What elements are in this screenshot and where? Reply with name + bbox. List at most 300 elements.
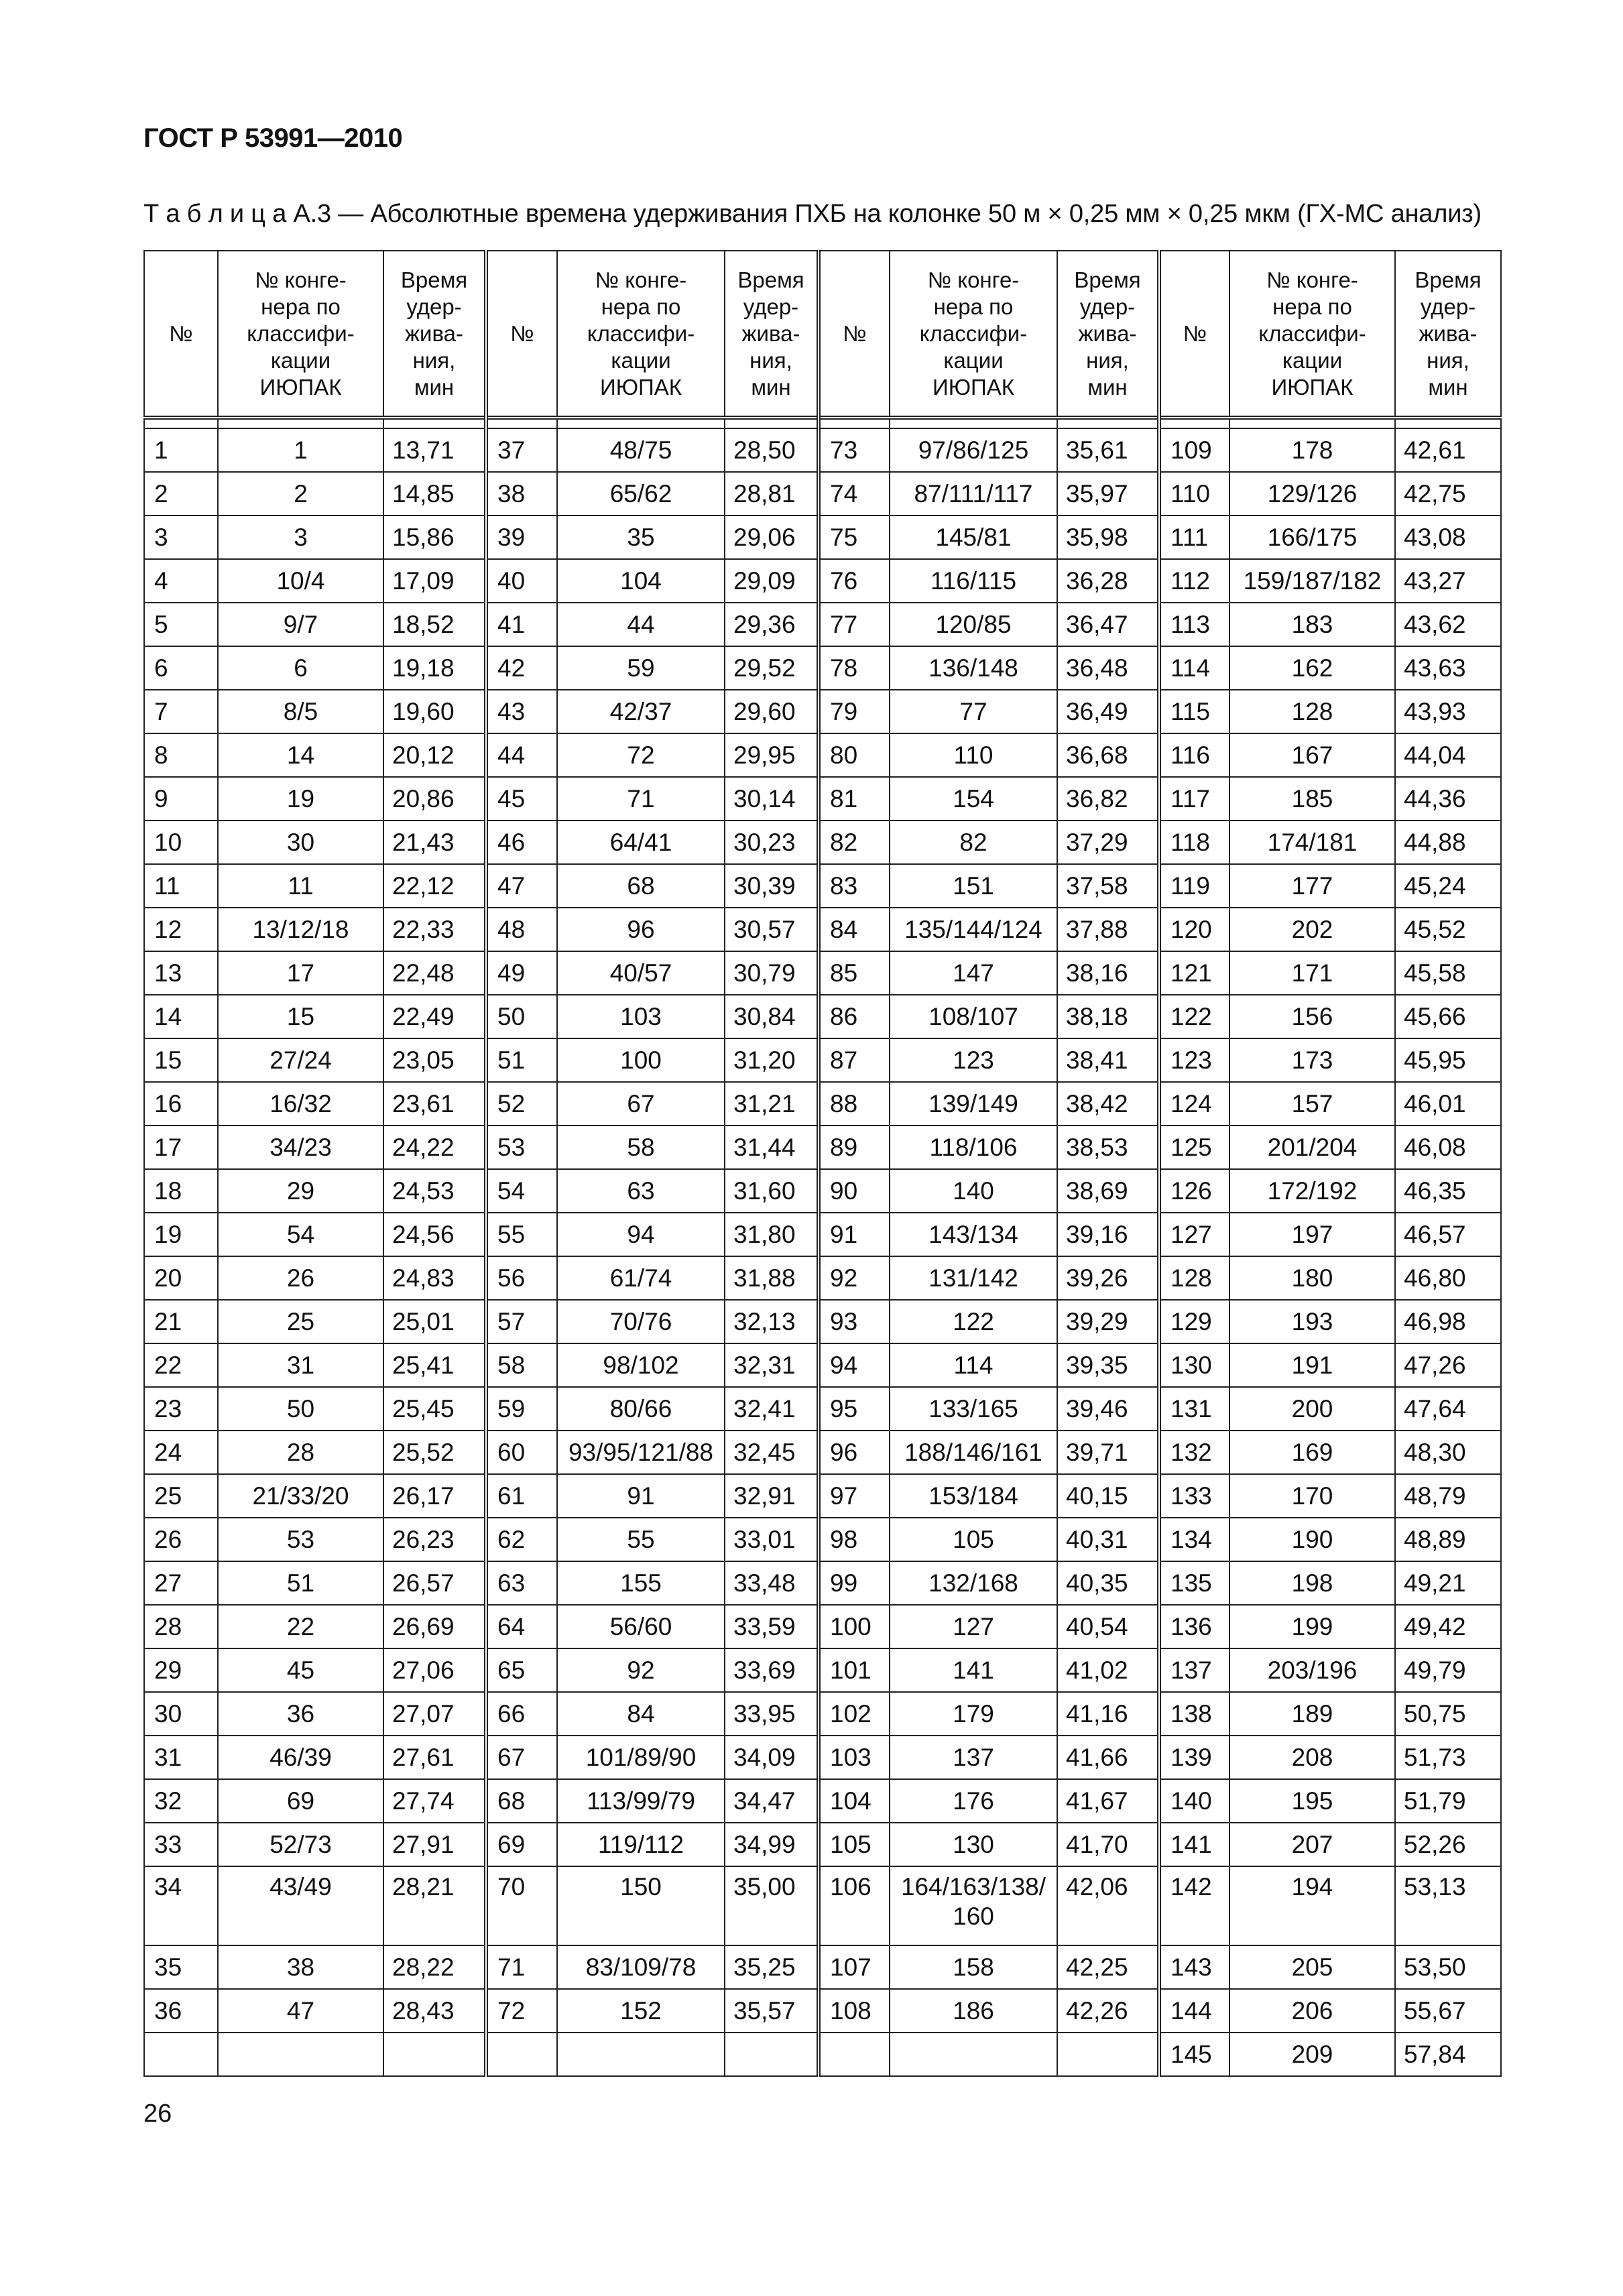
header-congener-line: классифи- [919, 320, 1028, 346]
row-number: 26 [144, 1518, 218, 1561]
retention-time: 32,13 [725, 1300, 819, 1343]
row-number: 28 [144, 1605, 218, 1648]
congener-number: 34/23 [218, 1126, 383, 1169]
header-num: № [1159, 251, 1229, 418]
header-retention-time [1395, 251, 1501, 418]
retention-time-table [143, 250, 1502, 2077]
row-number: 128 [1159, 1256, 1229, 1300]
retention-time: 51,73 [1395, 1736, 1501, 1779]
table-row [144, 1126, 1501, 1169]
retention-time: 45,95 [1395, 1038, 1501, 1082]
retention-time: 19,18 [383, 646, 486, 690]
congener-number: 169 [1229, 1431, 1395, 1474]
row-number: 83 [819, 864, 890, 908]
congener-number: 51 [218, 1561, 383, 1605]
table-header-row [144, 251, 1501, 418]
congener-number: 52/73 [218, 1823, 383, 1866]
retention-time: 24,56 [383, 1213, 486, 1256]
retention-time: 46,08 [1395, 1126, 1501, 1169]
retention-time: 43,63 [1395, 646, 1501, 690]
row-number: 87 [819, 1038, 890, 1082]
retention-time: 31,20 [725, 1038, 819, 1082]
congener-number: 170 [1229, 1474, 1395, 1518]
retention-time: 30,39 [725, 864, 819, 908]
retention-time: 46,57 [1395, 1213, 1501, 1256]
row-number: 57 [486, 1300, 557, 1343]
congener-number: 54 [218, 1213, 383, 1256]
retention-time: 47,26 [1395, 1343, 1501, 1387]
row-number: 53 [486, 1126, 557, 1169]
congener-number: 189 [1229, 1692, 1395, 1736]
congener-number: 53 [218, 1518, 383, 1561]
header-time-line: ния, [749, 347, 792, 373]
congener-number: 185 [1229, 777, 1395, 821]
retention-time: 29,52 [725, 646, 819, 690]
congener-number [218, 2033, 383, 2076]
table-row [144, 1779, 1501, 1823]
congener-number: 171 [1229, 951, 1395, 995]
retention-time: 41,70 [1057, 1823, 1159, 1866]
table-header-separator [144, 418, 1501, 428]
header-time-line: мин [414, 374, 455, 400]
row-number: 102 [819, 1692, 890, 1736]
congener-number: 152 [557, 1989, 725, 2033]
retention-time: 44,88 [1395, 821, 1501, 864]
congener-number: 2 [218, 472, 383, 516]
congener-number: 35 [557, 516, 725, 559]
retention-time: 36,82 [1057, 777, 1159, 821]
row-number: 65 [486, 1648, 557, 1692]
congener-number: 179 [890, 1692, 1057, 1736]
congener-number: 80/66 [557, 1387, 725, 1431]
header-time-line: удер- [1079, 294, 1136, 319]
retention-time: 40,15 [1057, 1474, 1159, 1518]
retention-time: 29,36 [725, 603, 819, 646]
retention-time: 42,61 [1395, 428, 1501, 472]
header-congener-line: классифи- [247, 320, 355, 346]
header-time-line: жива- [1078, 320, 1137, 346]
congener-number: 69 [218, 1779, 383, 1823]
retention-time: 38,18 [1057, 995, 1159, 1038]
congener-number: 71 [557, 777, 725, 821]
congener-number: 87/111/117 [890, 472, 1057, 516]
retention-time: 46,98 [1395, 1300, 1501, 1343]
retention-time: 28,50 [725, 428, 819, 472]
retention-time: 29,95 [725, 733, 819, 777]
row-number: 10 [144, 821, 218, 864]
congener-number: 65/62 [557, 472, 725, 516]
retention-time: 24,53 [383, 1169, 486, 1213]
retention-time: 47,64 [1395, 1387, 1501, 1431]
row-number: 4 [144, 559, 218, 603]
retention-time: 34,99 [725, 1823, 819, 1866]
row-number: 93 [819, 1300, 890, 1343]
congener-number: 190 [1229, 1518, 1395, 1561]
retention-time: 53,13 [1395, 1866, 1501, 1945]
retention-time: 30,84 [725, 995, 819, 1038]
row-number: 137 [1159, 1648, 1229, 1692]
row-number: 50 [486, 995, 557, 1038]
congener-number: 38 [218, 1945, 383, 1989]
row-number: 33 [144, 1823, 218, 1866]
row-number [144, 2033, 218, 2076]
row-number: 111 [1159, 516, 1229, 559]
congener-number: 1 [218, 428, 383, 472]
retention-time: 40,31 [1057, 1518, 1159, 1561]
header-retention-time [725, 251, 819, 418]
header-time-line: ния, [412, 347, 456, 373]
retention-time: 42,75 [1395, 472, 1501, 516]
congener-number: 31 [218, 1343, 383, 1387]
row-number: 3 [144, 516, 218, 559]
row-number: 95 [819, 1387, 890, 1431]
retention-time: 36,47 [1057, 603, 1159, 646]
table-row [144, 908, 1501, 951]
congener-number: 13/12/18 [218, 908, 383, 951]
congener-number: 68 [557, 864, 725, 908]
congener-number: 151 [890, 864, 1057, 908]
table-row [144, 995, 1501, 1038]
congener-number: 209 [1229, 2033, 1395, 2076]
table-row [144, 821, 1501, 864]
table-row [144, 428, 1501, 472]
row-number: 133 [1159, 1474, 1229, 1518]
congener-number: 103 [557, 995, 725, 1038]
congener-number: 56/60 [557, 1605, 725, 1648]
header-congener-line: нера по [601, 294, 681, 319]
row-number: 130 [1159, 1343, 1229, 1387]
congener-number: 16/32 [218, 1082, 383, 1126]
row-number: 115 [1159, 690, 1229, 733]
retention-time: 23,05 [383, 1038, 486, 1082]
row-number: 16 [144, 1082, 218, 1126]
header-congener-line: кации [1282, 347, 1343, 373]
row-number: 46 [486, 821, 557, 864]
header-congener-line: № конге- [255, 267, 347, 292]
congener-number: 176 [890, 1779, 1057, 1823]
retention-time: 33,48 [725, 1561, 819, 1605]
retention-time [383, 2033, 486, 2076]
congener-number: 64/41 [557, 821, 725, 864]
header-num: № [486, 251, 557, 418]
congener-number: 110 [890, 733, 1057, 777]
congener-number: 120/85 [890, 603, 1057, 646]
table-row [144, 1945, 1501, 1989]
table-body [144, 428, 1501, 2076]
retention-time: 45,58 [1395, 951, 1501, 995]
row-number: 15 [144, 1038, 218, 1082]
row-number: 11 [144, 864, 218, 908]
retention-time: 35,61 [1057, 428, 1159, 472]
row-number: 31 [144, 1736, 218, 1779]
retention-time: 26,23 [383, 1518, 486, 1561]
retention-time: 32,91 [725, 1474, 819, 1518]
congener-number: 128 [1229, 690, 1395, 733]
row-number: 7 [144, 690, 218, 733]
congener-number: 40/57 [557, 951, 725, 995]
row-number: 105 [819, 1823, 890, 1866]
retention-time: 43,08 [1395, 516, 1501, 559]
row-number [486, 2033, 557, 2076]
page-number: 26 [143, 2100, 172, 2128]
retention-time: 30,79 [725, 951, 819, 995]
header-congener-line: ИЮПАК [1271, 374, 1354, 400]
congener-number: 22 [218, 1605, 383, 1648]
congener-number: 43/49 [218, 1866, 383, 1945]
row-number: 80 [819, 733, 890, 777]
congener-number: 193 [1229, 1300, 1395, 1343]
header-congener-line: ИЮПАК [599, 374, 682, 400]
row-number: 134 [1159, 1518, 1229, 1561]
congener-number: 197 [1229, 1213, 1395, 1256]
congener-number: 118/106 [890, 1126, 1057, 1169]
table-row [144, 603, 1501, 646]
retention-time: 33,95 [725, 1692, 819, 1736]
congener-number: 140 [890, 1169, 1057, 1213]
row-number: 27 [144, 1561, 218, 1605]
header-time-line: ния, [1086, 347, 1129, 373]
row-number: 17 [144, 1126, 218, 1169]
table-row [144, 646, 1501, 690]
congener-number: 133/165 [890, 1387, 1057, 1431]
table-row [144, 1518, 1501, 1561]
table-row [144, 1866, 1501, 1945]
retention-time: 39,26 [1057, 1256, 1159, 1300]
row-number: 61 [486, 1474, 557, 1518]
congener-number: 100 [557, 1038, 725, 1082]
row-number: 136 [1159, 1605, 1229, 1648]
retention-time: 46,35 [1395, 1169, 1501, 1213]
header-time-line: удер- [1420, 294, 1476, 319]
congener-number: 82 [890, 821, 1057, 864]
retention-time: 31,44 [725, 1126, 819, 1169]
row-number: 39 [486, 516, 557, 559]
row-number: 124 [1159, 1082, 1229, 1126]
row-number: 25 [144, 1474, 218, 1518]
congener-number: 98/102 [557, 1343, 725, 1387]
row-number: 58 [486, 1343, 557, 1387]
congener-number: 206 [1229, 1989, 1395, 2033]
row-number: 18 [144, 1169, 218, 1213]
row-number: 24 [144, 1431, 218, 1474]
congener-number: 156 [1229, 995, 1395, 1038]
header-congener-line: ИЮПАК [932, 374, 1014, 400]
congener-number: 172/192 [1229, 1169, 1395, 1213]
retention-time: 50,75 [1395, 1692, 1501, 1736]
congener-number: 131/142 [890, 1256, 1057, 1300]
row-number: 45 [486, 777, 557, 821]
retention-time: 24,22 [383, 1126, 486, 1169]
header-time-line: Время [1415, 267, 1482, 292]
congener-number: 46/39 [218, 1736, 383, 1779]
row-number: 71 [486, 1945, 557, 1989]
retention-time: 33,01 [725, 1518, 819, 1561]
retention-time: 32,31 [725, 1343, 819, 1387]
congener-number: 28 [218, 1431, 383, 1474]
row-number: 109 [1159, 428, 1229, 472]
table-row [144, 1213, 1501, 1256]
row-number: 98 [819, 1518, 890, 1561]
retention-time: 27,06 [383, 1648, 486, 1692]
congener-number: 150 [557, 1866, 725, 1945]
header-time-line: Время [1074, 267, 1141, 292]
congener-number: 70/76 [557, 1300, 725, 1343]
congener-number: 123 [890, 1038, 1057, 1082]
retention-time: 17,09 [383, 559, 486, 603]
congener-number: 26 [218, 1256, 383, 1300]
row-number: 97 [819, 1474, 890, 1518]
congener-number: 97/86/125 [890, 428, 1057, 472]
row-number: 110 [1159, 472, 1229, 516]
header-congener-line: кации [611, 347, 671, 373]
row-number: 69 [486, 1823, 557, 1866]
row-number: 8 [144, 733, 218, 777]
congener-number: 141 [890, 1648, 1057, 1692]
table-row [144, 1343, 1501, 1387]
retention-time: 29,06 [725, 516, 819, 559]
congener-number: 166/175 [1229, 516, 1395, 559]
congener-number: 132/168 [890, 1561, 1057, 1605]
retention-time: 39,71 [1057, 1431, 1159, 1474]
retention-time: 37,58 [1057, 864, 1159, 908]
row-number: 140 [1159, 1779, 1229, 1823]
row-number: 23 [144, 1387, 218, 1431]
row-number: 6 [144, 646, 218, 690]
row-number: 131 [1159, 1387, 1229, 1431]
retention-time: 35,25 [725, 1945, 819, 1989]
row-number: 91 [819, 1213, 890, 1256]
retention-time: 49,79 [1395, 1648, 1501, 1692]
row-number: 62 [486, 1518, 557, 1561]
table-row [144, 864, 1501, 908]
congener-number: 15 [218, 995, 383, 1038]
row-number: 118 [1159, 821, 1229, 864]
row-number: 139 [1159, 1736, 1229, 1779]
retention-time [725, 2033, 819, 2076]
congener-number: 29 [218, 1169, 383, 1213]
table-row [144, 777, 1501, 821]
row-number: 34 [144, 1866, 218, 1945]
table-row [144, 1648, 1501, 1692]
congener-number: 164/163/138/ 160 [890, 1866, 1057, 1945]
retention-time: 34,47 [725, 1779, 819, 1823]
row-number: 14 [144, 995, 218, 1038]
congener-number: 45 [218, 1648, 383, 1692]
congener-number: 48/75 [557, 428, 725, 472]
retention-time: 44,04 [1395, 733, 1501, 777]
retention-time: 20,12 [383, 733, 486, 777]
row-number: 79 [819, 690, 890, 733]
congener-number: 173 [1229, 1038, 1395, 1082]
header-congener-line: кации [943, 347, 1004, 373]
header-time-line: мин [1087, 374, 1128, 400]
row-number: 119 [1159, 864, 1229, 908]
row-number: 63 [486, 1561, 557, 1605]
retention-time: 38,69 [1057, 1169, 1159, 1213]
retention-time: 48,30 [1395, 1431, 1501, 1474]
congener-number: 153/184 [890, 1474, 1057, 1518]
retention-time: 45,52 [1395, 908, 1501, 951]
table-row [144, 1605, 1501, 1648]
congener-number: 113/99/79 [557, 1779, 725, 1823]
congener-number: 6 [218, 646, 383, 690]
row-number: 35 [144, 1945, 218, 1989]
row-number: 117 [1159, 777, 1229, 821]
retention-time: 36,49 [1057, 690, 1159, 733]
congener-number: 50 [218, 1387, 383, 1431]
header-congener [218, 251, 383, 418]
retention-time: 45,24 [1395, 864, 1501, 908]
row-number: 104 [819, 1779, 890, 1823]
retention-time: 48,89 [1395, 1518, 1501, 1561]
row-number: 78 [819, 646, 890, 690]
row-number: 36 [144, 1989, 218, 2033]
retention-time: 52,26 [1395, 1823, 1501, 1866]
congener-number: 9/7 [218, 603, 383, 646]
congener-number: 91 [557, 1474, 725, 1518]
congener-number: 67 [557, 1082, 725, 1126]
row-number: 92 [819, 1256, 890, 1300]
header-time-line: мин [751, 374, 791, 400]
congener-number: 10/4 [218, 559, 383, 603]
retention-time: 35,57 [725, 1989, 819, 2033]
retention-time: 39,29 [1057, 1300, 1159, 1343]
congener-number: 114 [890, 1343, 1057, 1387]
row-number: 13 [144, 951, 218, 995]
congener-number: 130 [890, 1823, 1057, 1866]
row-number: 19 [144, 1213, 218, 1256]
congener-number: 61/74 [557, 1256, 725, 1300]
congener-number: 84 [557, 1692, 725, 1736]
retention-time: 31,80 [725, 1213, 819, 1256]
row-number: 56 [486, 1256, 557, 1300]
congener-number: 207 [1229, 1823, 1395, 1866]
row-number: 9 [144, 777, 218, 821]
row-number: 41 [486, 603, 557, 646]
congener-number: 72 [557, 733, 725, 777]
standard-header: ГОСТ Р 53991—2010 [143, 123, 403, 153]
row-number: 123 [1159, 1038, 1229, 1082]
table-row [144, 2033, 1501, 2076]
congener-number: 122 [890, 1300, 1057, 1343]
header-congener-line: нера по [933, 294, 1014, 319]
congener-number: 25 [218, 1300, 383, 1343]
row-number: 44 [486, 733, 557, 777]
row-number: 108 [819, 1989, 890, 2033]
row-number: 22 [144, 1343, 218, 1387]
row-number: 94 [819, 1343, 890, 1387]
row-number: 82 [819, 821, 890, 864]
congener-number: 104 [557, 559, 725, 603]
congener-number: 174/181 [1229, 821, 1395, 864]
retention-time: 31,60 [725, 1169, 819, 1213]
retention-time: 30,57 [725, 908, 819, 951]
congener-number: 94 [557, 1213, 725, 1256]
row-number: 112 [1159, 559, 1229, 603]
row-number: 20 [144, 1256, 218, 1300]
header-time-line: жива- [1419, 320, 1478, 346]
row-number: 127 [1159, 1213, 1229, 1256]
retention-time: 18,52 [383, 603, 486, 646]
row-number: 143 [1159, 1945, 1229, 1989]
row-number: 38 [486, 472, 557, 516]
header-congener-line: ИЮПАК [259, 374, 342, 400]
table-row [144, 472, 1501, 516]
row-number: 141 [1159, 1823, 1229, 1866]
congener-number: 129/126 [1229, 472, 1395, 516]
retention-time: 41,67 [1057, 1779, 1159, 1823]
retention-time: 41,02 [1057, 1648, 1159, 1692]
